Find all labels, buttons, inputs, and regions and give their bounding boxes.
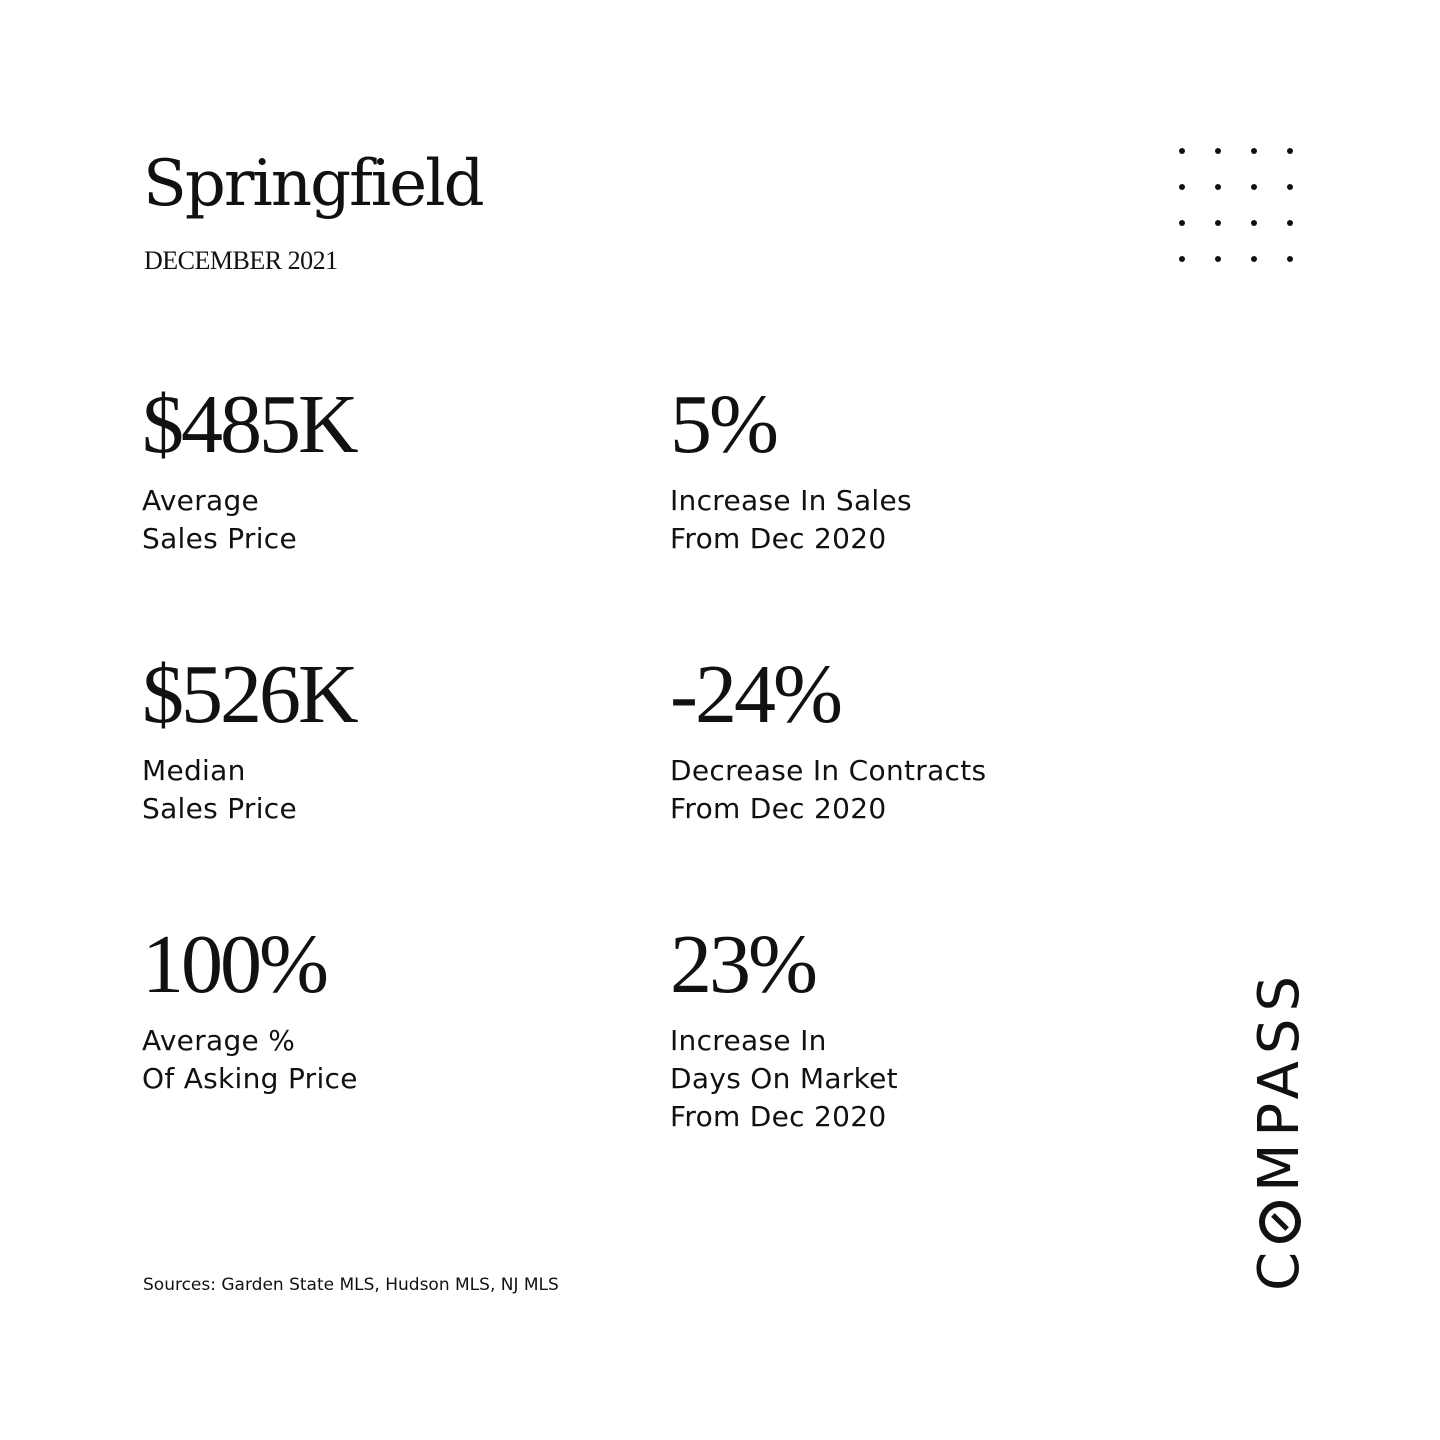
decorative-dot-grid [1176,144,1296,264]
report-date: DECEMBER 2021 [144,246,338,275]
logo-compass-o-icon [1259,1201,1301,1243]
stat-label: Average Sales Price [142,484,298,555]
stat-label: Increase In Days On Market From Dec 2020 [670,1024,898,1133]
stat-average-sales-price [142,380,582,558]
stat-days-on-market [670,920,1110,1136]
dot-icon [1179,220,1185,226]
dot-icon [1179,256,1185,262]
dot-icon [1215,148,1221,154]
dot-icon [1251,184,1257,190]
dot-icon [1287,220,1293,226]
sources-note: Sources: Garden State MLS, Hudson MLS, NJ MLS [143,1275,559,1295]
stat-sales-increase [670,380,1110,558]
stat-value: 5% [670,378,776,471]
stat-percent-of-asking [142,920,582,1098]
stat-value: $526K [142,648,356,741]
stat-label: Median Sales Price [142,754,298,825]
dot-icon [1215,220,1221,226]
dot-icon [1215,184,1221,190]
dot-icon [1179,148,1185,154]
stat-label: Increase In Sales From Dec 2020 [670,484,912,555]
stat-label: Decrease In Contracts From Dec 2020 [670,754,987,825]
logo-text-start: C [1247,1244,1312,1292]
dot-icon [1287,256,1293,262]
stat-label: Average % Of Asking Price [142,1024,358,1095]
stat-value: 100% [142,918,326,1011]
logo-text-end: MPASS [1247,969,1312,1192]
page-title: Springfield [143,147,483,221]
dot-icon [1287,148,1293,154]
stat-value: 23% [670,918,815,1011]
dot-icon [1287,184,1293,190]
compass-logo [1247,950,1312,1310]
dot-icon [1215,256,1221,262]
dot-icon [1251,148,1257,154]
dot-icon [1251,220,1257,226]
stat-contracts-decrease [670,650,1110,828]
stat-median-sales-price [142,650,582,828]
dot-icon [1251,256,1257,262]
stat-value: $485K [142,378,356,471]
dot-icon [1179,184,1185,190]
stat-value: -24% [670,648,840,741]
